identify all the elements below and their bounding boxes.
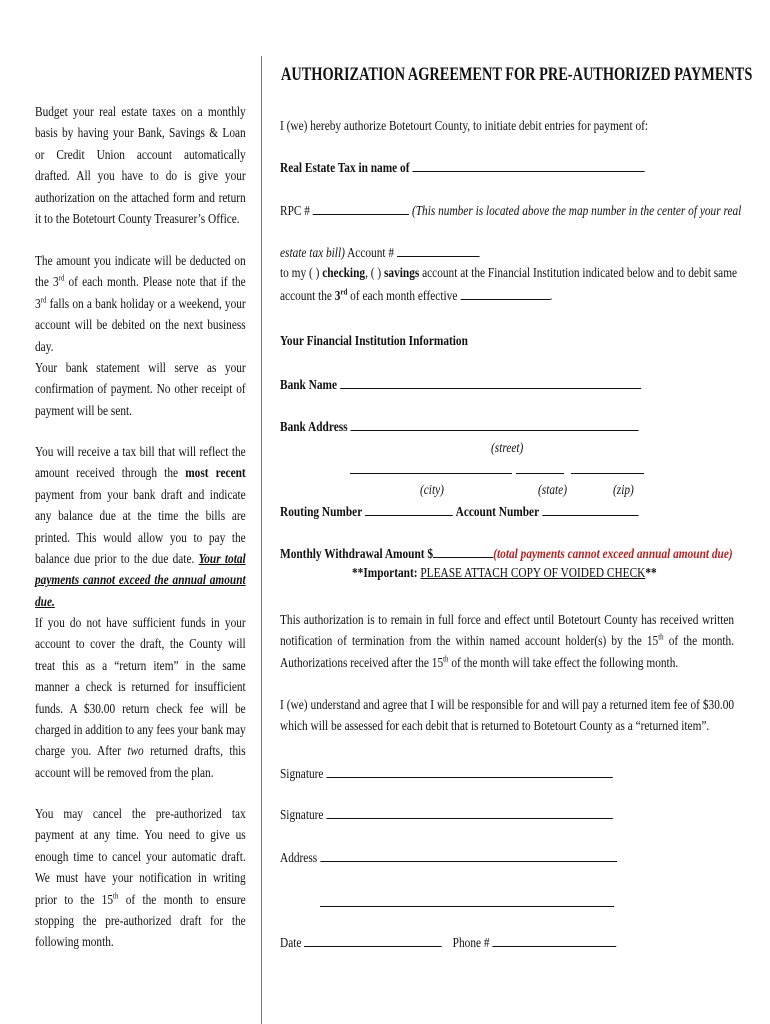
rpc-note-continued: estate tax bill): [280, 245, 345, 260]
real-estate-tax-input[interactable]: [412, 159, 644, 172]
bank-name-input[interactable]: [340, 376, 641, 389]
address-label: Address: [280, 850, 318, 865]
date-input[interactable]: [304, 934, 442, 947]
withdrawal-note: (total payments cannot exceed annual amount due): [493, 546, 733, 561]
info-paragraph-cancel: You may cancel the pre-authorized tax payment at any time. You need to give us enough time to cancel your automatic draft. We must have your notification in writing prior to the 15th of the month to ensure stopping the pre-authorized draft for the following month.: [35, 806, 246, 950]
bank-address-field: [280, 418, 638, 435]
account-input[interactable]: [397, 244, 480, 257]
bank-name-field: [280, 376, 641, 393]
signature-label: Signature: [280, 766, 324, 781]
effective-date-field: account the 3rd of each month effective .: [280, 287, 553, 303]
bank-city-input[interactable]: [350, 473, 512, 474]
withdrawal-label: Monthly Withdrawal Amount $: [280, 546, 434, 561]
info-paragraph-deduction: The amount you indicate will be deducted on the 3rd of each month. Please note that if the 3rd falls on a bank holiday or a weekend, your account will be debited on the next business day.: [35, 253, 246, 354]
street-caption: (street): [491, 440, 524, 455]
rpc-label: RPC #: [280, 203, 310, 218]
routing-number-input[interactable]: [365, 503, 453, 516]
info-paragraph-statement: Your bank statement will serve as your confirmation of payment. No other receipt of payment will be sent.: [35, 360, 246, 418]
routing-number-label: Routing Number: [280, 504, 363, 519]
savings-option[interactable]: savings: [383, 265, 420, 280]
bank-state-input[interactable]: [516, 473, 564, 474]
rpc-field: [280, 202, 741, 219]
phone-input[interactable]: [492, 934, 616, 947]
termination-paragraph: This authorization is to remain in full force and effect until Botetourt County has received written notification of termination from the within named account holder(s) by the 15th of the month. Authorizations received after the 15th of the month will take effect the following month.: [280, 612, 735, 670]
bank-name-label: Bank Name: [280, 377, 338, 392]
column-divider: [261, 56, 262, 1024]
financial-institution-heading: Your Financial Institution Information: [280, 333, 468, 348]
address-input-2[interactable]: [320, 906, 614, 907]
monthly-withdrawal-field: [280, 545, 733, 562]
info-paragraph-tax-bill: You will receive a tax bill that will reflect the amount received through the most recent payment from your bank draft and indicate any balance due at the time the bills are printed. This would allow you to pay the balance due prior to the due date. Your total payments cannot exceed the annual amount due.: [35, 444, 246, 609]
info-paragraph-budget: Budget your real estate taxes on a monthly basis by having your Bank, Savings & Loan or Credit Union account automatically drafted. All you have to do is give your authorization on the attached form and return it to the Botetourt County Treasurer’s Office.: [35, 104, 246, 227]
signature-label: Signature: [280, 807, 324, 822]
real-estate-tax-label: Real Estate Tax in name of: [280, 160, 410, 175]
important-notice: **Important: PLEASE ATTACH COPY OF VOIDED CHECK**: [352, 565, 657, 580]
account-label: Account #: [347, 245, 395, 260]
signature-field-1: [280, 765, 613, 782]
city-caption: (city): [420, 482, 444, 497]
bank-address-street-input[interactable]: [350, 418, 638, 431]
phone-label: Phone #: [452, 935, 490, 950]
signature-field-2: [280, 806, 613, 823]
account-number-label: Account Number: [455, 504, 540, 519]
account-type-line: to my ( ) checking, ( ) savings account at the Financial Institution indicated below and to debit same: [280, 265, 738, 280]
state-caption: (state): [538, 482, 567, 497]
date-phone-field: [280, 934, 616, 951]
account-number-input[interactable]: [542, 503, 638, 516]
signature-input-1[interactable]: [326, 765, 612, 778]
real-estate-tax-field: [280, 159, 645, 176]
page-title: AUTHORIZATION AGREEMENT FOR PRE-AUTHORIZED PAYMENTS: [281, 64, 753, 85]
date-label: Date: [280, 935, 302, 950]
checking-option[interactable]: checking: [322, 265, 366, 280]
bank-address-label: Bank Address: [280, 419, 348, 434]
effective-date-input[interactable]: [460, 287, 549, 300]
signature-input-2[interactable]: [326, 806, 612, 819]
rpc-note: (This number is located above the map number in the center of your real: [411, 203, 742, 218]
address-input-1[interactable]: [320, 849, 617, 862]
info-paragraph-insufficient-funds: If you do not have sufficient funds in your account to cover the draft, the County will treat this as a “return item” in the same manner a check is returned for insufficient funds. A $30.00 return check fee will be charged in addition to any fees your bank may charge you. After two returned drafts, this account will be removed from the plan.: [35, 615, 246, 780]
account-number-top-field: [280, 244, 479, 261]
withdrawal-input[interactable]: [433, 545, 493, 558]
zip-caption: (zip): [613, 482, 634, 497]
returned-item-paragraph: I (we) understand and agree that I will be responsible for and will pay a returned item fee of $30.00 which will be assessed for each debit that is returned to Botetourt County as a “returned item”.: [280, 697, 735, 734]
authorization-intro: I (we) hereby authorize Botetourt County, to initiate debit entries for payment of:: [280, 118, 649, 133]
bank-zip-input[interactable]: [571, 473, 644, 474]
rpc-input[interactable]: [313, 202, 409, 215]
routing-account-field: [280, 503, 638, 520]
address-field: [280, 849, 617, 866]
